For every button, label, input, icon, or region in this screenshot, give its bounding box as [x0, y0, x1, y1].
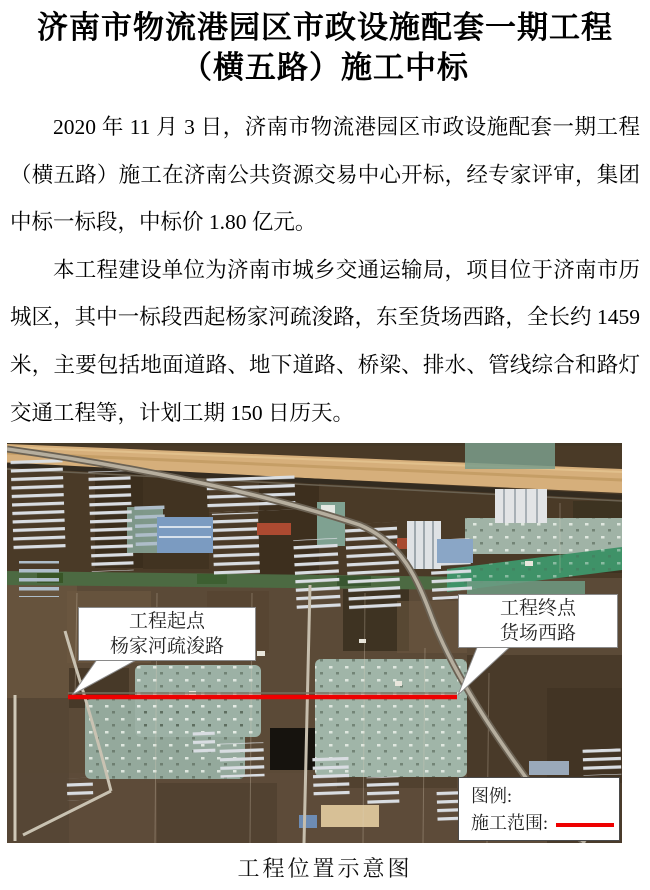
title-line-2: （横五路）施工中标: [181, 50, 469, 85]
article-body: [10, 104, 640, 437]
callout-project-end: [458, 594, 618, 648]
legend-red-line-swatch: [556, 823, 614, 827]
callout-start-line-2: 杨家河疏浚路: [109, 636, 224, 657]
figure-caption: 工程位置示意图: [237, 856, 413, 881]
map-legend: [458, 777, 620, 841]
legend-title: 图例:: [471, 786, 513, 806]
callout-end-line-2: 货场西路: [499, 623, 576, 644]
body-paragraph: 本工程建设单位为济南市城乡交通运输局，项目位于济南市历城区，其中一标段西起杨家河疏浚路，东至货场西路，全长约 1459 米，主要包括地面道路、地下道路、桥梁、排水、管线综合和路灯交通工程等，计划工期 150 日历天。: [10, 257, 640, 425]
legend-item: [471, 810, 619, 837]
page-title: [0, 8, 650, 88]
callout-end-line-1: 工程终点: [499, 598, 576, 619]
body-paragraph: 2020 年 11 月 3 日，济南市物流港园区市政设施配套一期工程（横五路）施工在济南公共资源交易中心开标，经专家评审，集团中标一标段，中标价 1.80 亿元。: [10, 115, 640, 235]
legend-item-label: 施工范围:: [471, 813, 549, 833]
callout-start-line-1: 工程起点: [128, 611, 205, 632]
callout-project-start: [78, 607, 256, 661]
title-line-1: 济南市物流港园区市政设施配套一期工程: [37, 10, 613, 45]
